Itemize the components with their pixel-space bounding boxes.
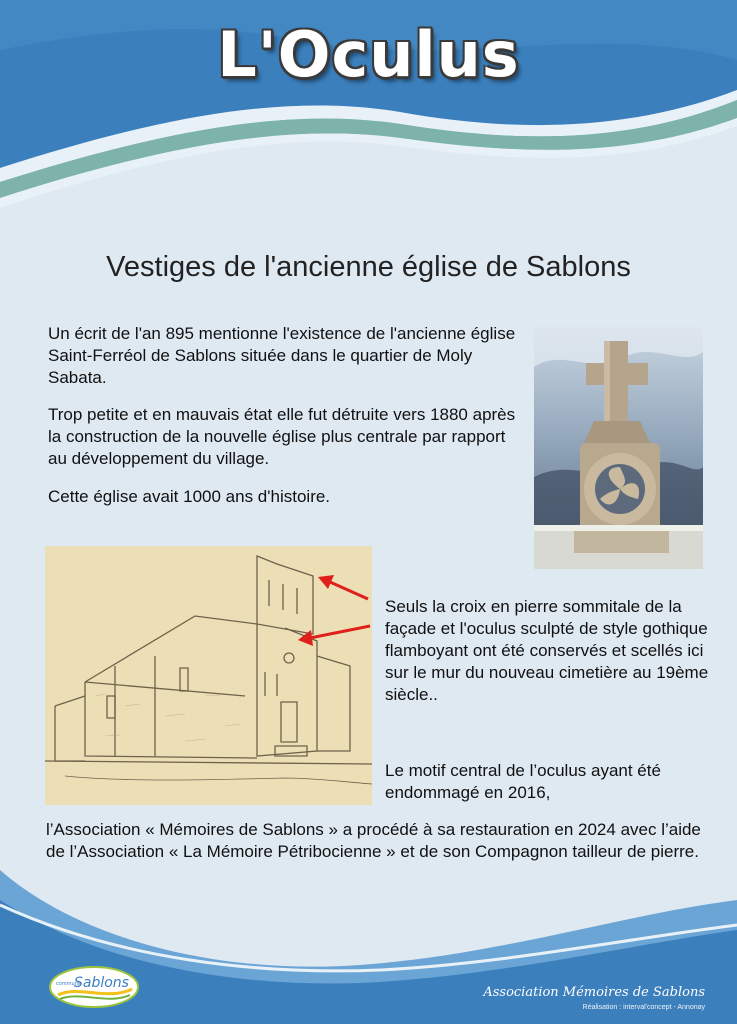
association-signature: Association Mémoires de Sablons [483,985,705,1000]
logo-small-text: commune [56,981,81,987]
sablons-logo [48,965,140,1009]
page-subtitle: Vestiges de l'ancienne église de Sablons [106,251,631,283]
intro-paragraph-3: Cette église avait 1000 ans d'histoire. [48,487,331,506]
cross-oculus-photo [534,327,703,569]
intro-paragraph-1: Un écrit de l'an 895 mentionne l'existence de l'ancienne église Saint-Ferréol de Sablons située dans le quartier de Moly Sabata. [48,324,516,387]
side-paragraph-2: Le motif central de l’oculus ayant été endommagé en 2016, [385,761,661,802]
old-church-sketch [45,546,372,805]
side-paragraph-1: Seuls la croix en pierre sommitale de la façade et l'oculus sculpté de style gothique flamboyant ont été conservés et scellés ici sur le mur du nouveau cimetière au 19ème siècle.. [385,597,709,704]
credit-line: Réalisation : interval'concept - Annonay [582,1004,705,1011]
bottom-paragraph: l’Association « Mémoires de Sablons » a procédé à sa restauration en 2024 avec l’aide de l’Association « La Mémoire Pétribocienne » et de son Compagnon tailleur de pierre. [46,820,701,861]
intro-paragraph-2: Trop petite et en mauvais état elle fut détruite vers 1880 après la construction de la nouvelle église plus centrale par rapport au développement du village. [48,405,516,468]
logo-wordmark: Sablons [74,975,129,991]
page-title: L'Oculus [217,18,520,91]
